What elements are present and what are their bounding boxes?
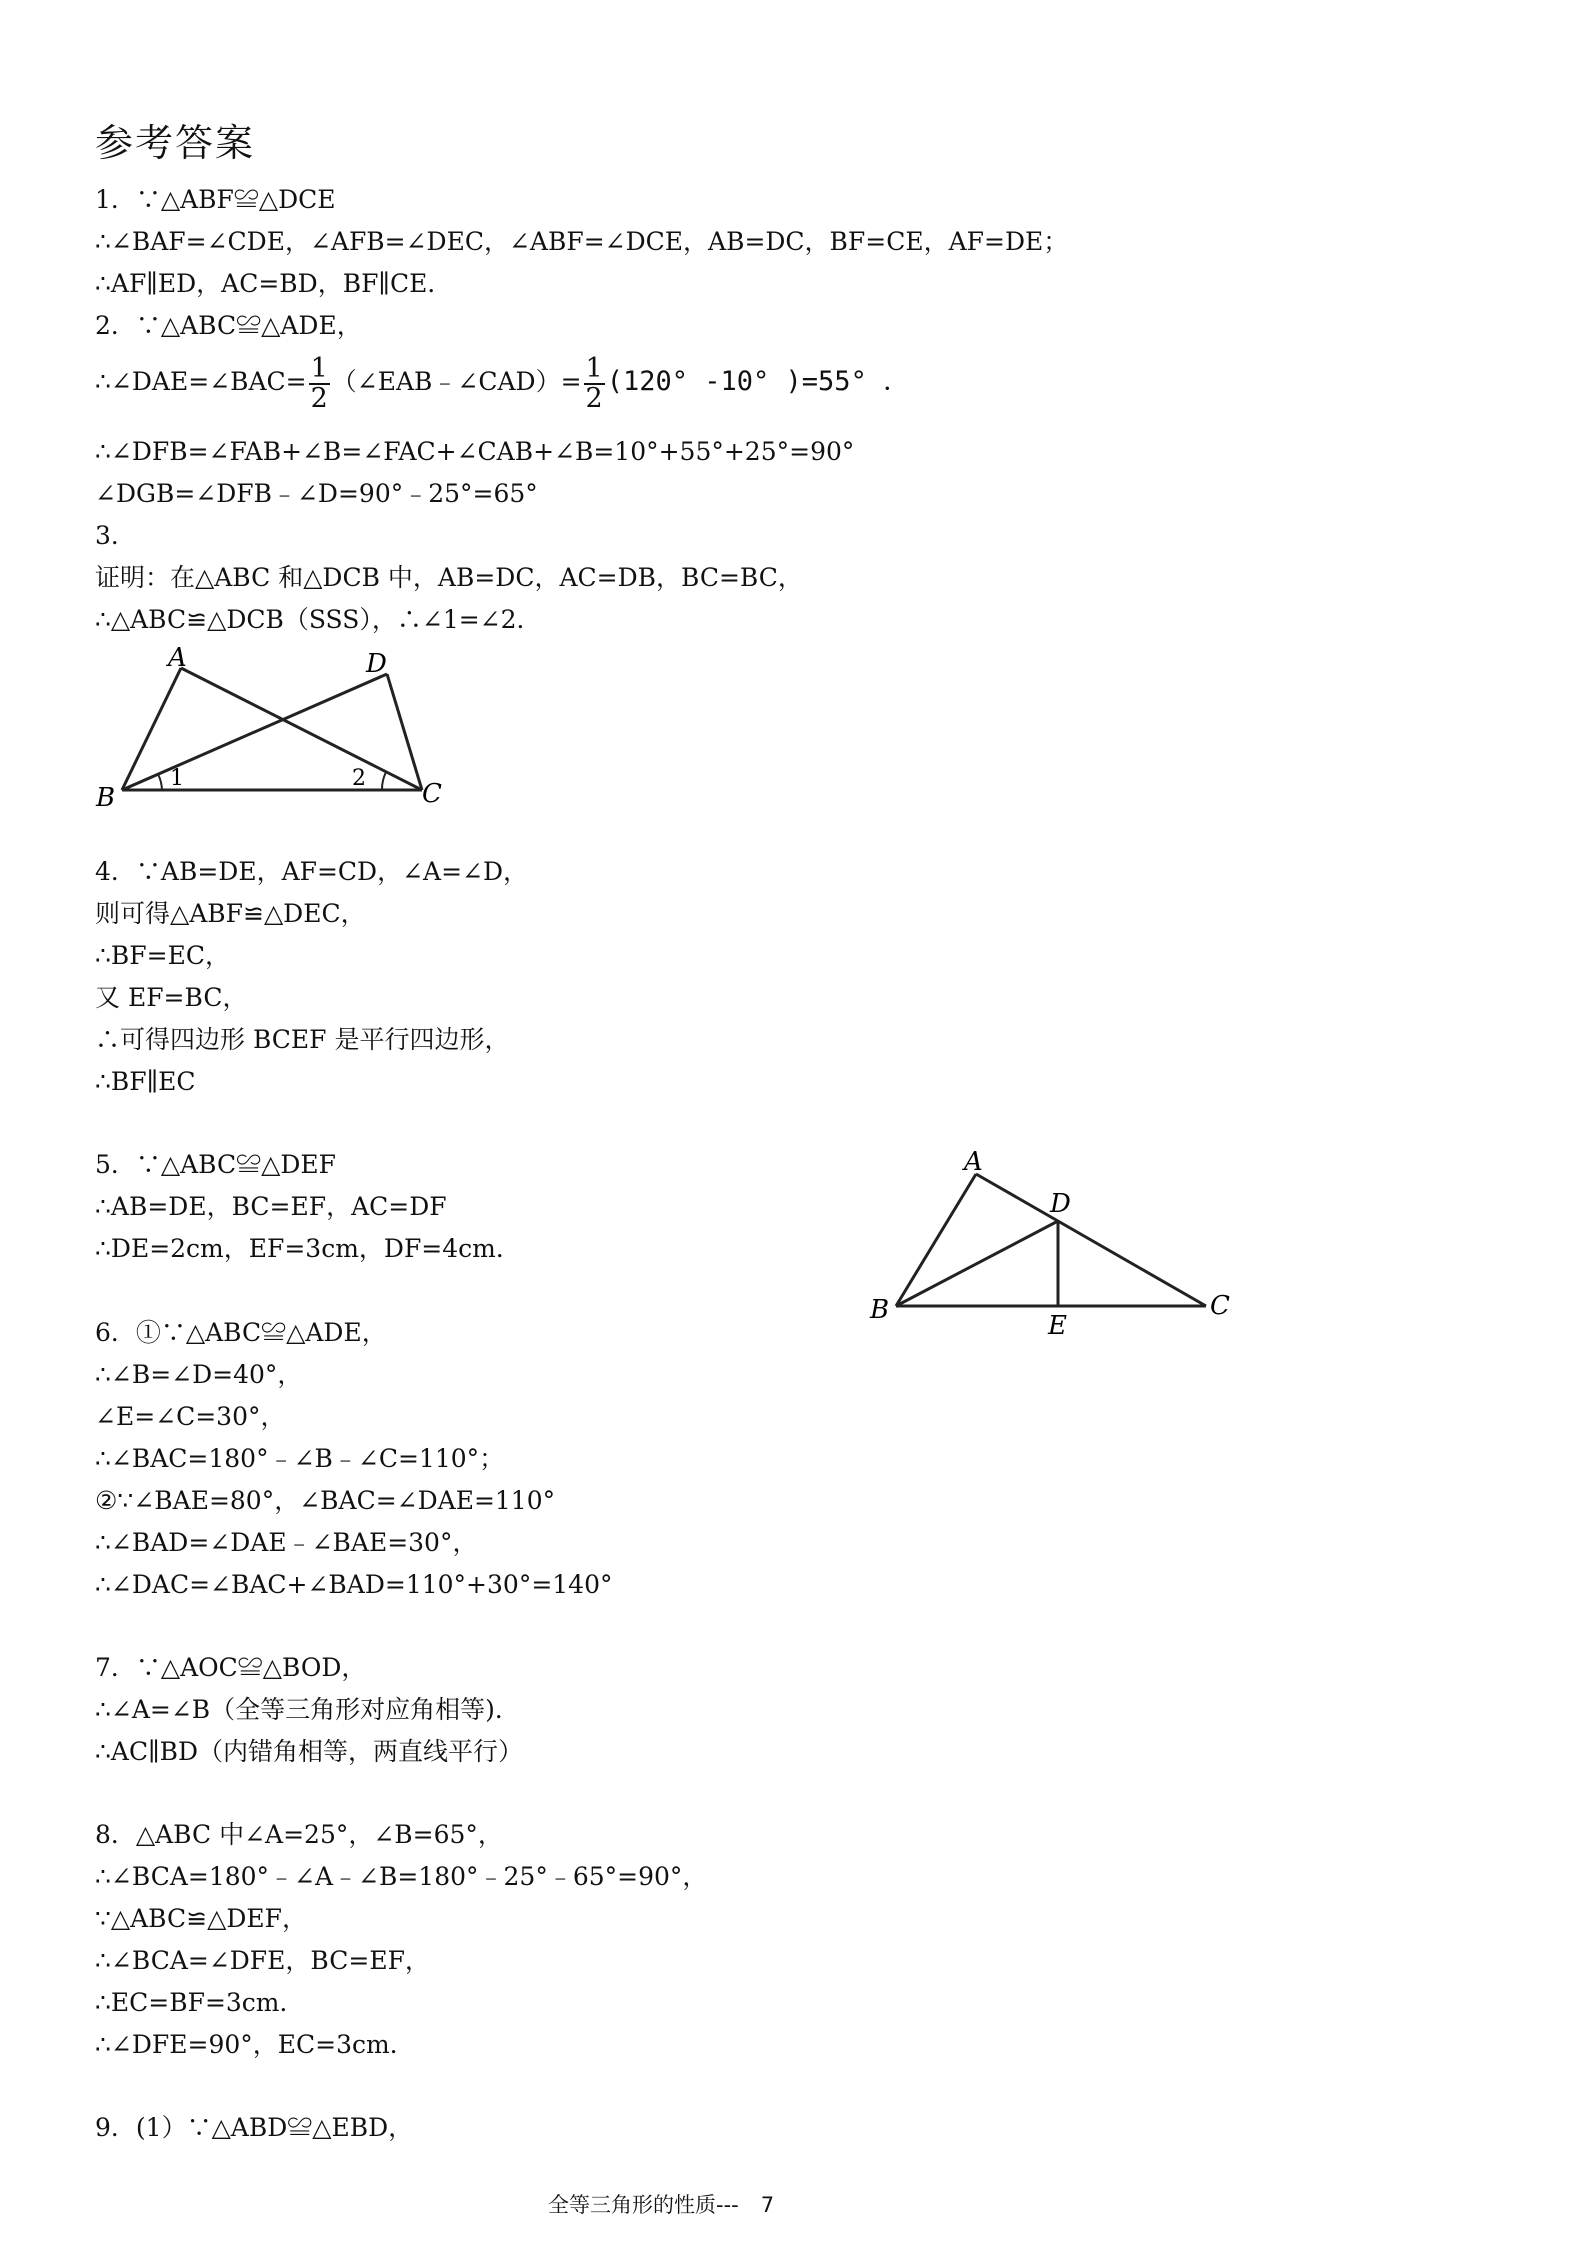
point-label-b: B: [870, 1295, 890, 1325]
segment-bd: [122, 674, 387, 790]
fraction-denominator: 2: [310, 382, 328, 414]
page-title: 参考答案: [95, 121, 256, 165]
text-line: 1．∵△ABF≌△DCE: [95, 185, 336, 214]
text-line: 9．(1）∵△ABD≌△EBD，: [95, 2113, 414, 2142]
text-line: ∴EC=BF=3cm．: [95, 1988, 305, 2017]
text-line: ∴AC∥BD（内错角相等，两直线平行）: [95, 1737, 524, 1766]
fraction-half: [584, 352, 605, 414]
fraction-numerator: 1: [585, 352, 603, 384]
text-line: ∴∠DAC=∠BAC+∠BAD=110°+30°=140°: [95, 1570, 613, 1599]
text-line: ∴∠BCA=∠DFE，BC=EF，: [95, 1946, 430, 1975]
footer-title: 全等三角形的性质---: [548, 2193, 739, 2217]
text-line: ∴∠BAD=∠DAE﹣∠BAE=30°，: [95, 1528, 478, 1557]
point-label-e: E: [1048, 1311, 1067, 1340]
segment-ac: [976, 1174, 1206, 1306]
text-line: ∴BF∥EC: [95, 1067, 196, 1096]
text-line: ∴∠BAC=180°﹣∠B﹣∠C=110°；: [95, 1444, 505, 1473]
text-line: ∠DGB=∠DFB﹣∠D=90°﹣25°=65°: [95, 479, 538, 508]
text-line: 又 EF=BC，: [95, 983, 248, 1012]
formula-middle: （∠EAB﹣∠CAD）=: [331, 367, 582, 396]
angle-arc-1: [158, 774, 162, 790]
text-line: ∴AF∥ED，AC=BD，BF∥CE．: [95, 269, 453, 298]
text-line: 5．∵△ABC≌△DEF: [95, 1150, 337, 1179]
text-line: 8．△ABC 中∠A=25°，∠B=65°，: [95, 1820, 503, 1849]
formula-prefix: ∴∠DAE=∠BAC=: [95, 367, 307, 396]
fraction-half: [309, 352, 330, 414]
fraction-numerator: 1: [310, 352, 328, 384]
triangle-figure-1: [90, 640, 460, 815]
text-line: 则可得△ABF≌△DEC，: [95, 899, 366, 928]
angle-label-1: 1: [170, 766, 184, 791]
point-label-d: D: [366, 649, 387, 679]
formula-suffix: (120° -10° )=55° ．: [606, 366, 911, 397]
point-label-a: A: [168, 643, 187, 673]
segment-dc: [387, 674, 422, 790]
triangle-figure-2: [860, 1140, 1250, 1340]
text-line: ∴∠BAF=∠CDE，∠AFB=∠DEC，∠ABF=∠DCE，AB=DC，BF=CE，AF=DE；: [95, 227, 1069, 256]
point-label-b: B: [96, 783, 116, 813]
point-label-c: C: [422, 779, 442, 809]
text-line: ∴∠B=∠D=40°，: [95, 1360, 303, 1389]
text-line: 6．①∵△ABC≌△ADE，: [95, 1318, 387, 1347]
text-line: ∴BF=EC，: [95, 941, 230, 970]
point-label-a: A: [964, 1147, 983, 1177]
text-line: ∴∠A=∠B（全等三角形对应角相等)．: [95, 1695, 520, 1724]
angle-arc-2: [382, 772, 386, 790]
text-line: 2．∵△ABC≌△ADE，: [95, 311, 362, 340]
text-line: ∴AB=DE，BC=EF，AC=DF: [95, 1192, 447, 1221]
text-line: 3．: [95, 521, 136, 550]
text-line: 4．∵AB=DE，AF=CD，∠A=∠D，: [95, 857, 529, 886]
point-label-c: C: [1210, 1291, 1230, 1321]
page-number: 7: [760, 2193, 775, 2217]
segment-ac: [181, 668, 422, 790]
text-line: ∴DE=2cm，EF=3cm，DF=4cm．: [95, 1234, 521, 1263]
text-line: 7．∵△AOC≌△BOD，: [95, 1653, 367, 1682]
fraction-denominator: 2: [585, 382, 603, 414]
text-line: ∴∠DFE=90°，EC=3cm．: [95, 2030, 415, 2059]
text-line: ∴可得四边形 BCEF 是平行四边形，: [95, 1025, 510, 1054]
text-line: 证明：在△ABC 和△DCB 中，AB=DC，AC=DB，BC=BC，: [95, 563, 803, 592]
formula-line: [95, 352, 910, 413]
page-footer: [548, 2189, 774, 2219]
text-line: ∠E=∠C=30°，: [95, 1402, 286, 1431]
point-label-d: D: [1050, 1189, 1071, 1219]
text-line: ②∵∠BAE=80°，∠BAC=∠DAE=110°: [95, 1486, 556, 1515]
text-line: ∴△ABC≌△DCB（SSS），∴∠1=∠2．: [95, 605, 542, 634]
text-line: ∴∠BCA=180°﹣∠A﹣∠B=180°﹣25°﹣65°=90°，: [95, 1862, 708, 1891]
angle-label-2: 2: [352, 766, 366, 791]
text-line: ∵△ABC≌△DEF，: [95, 1904, 307, 1933]
text-line: ∴∠DFB=∠FAB+∠B=∠FAC+∠CAB+∠B=10°+55°+25°=90°: [95, 437, 855, 466]
